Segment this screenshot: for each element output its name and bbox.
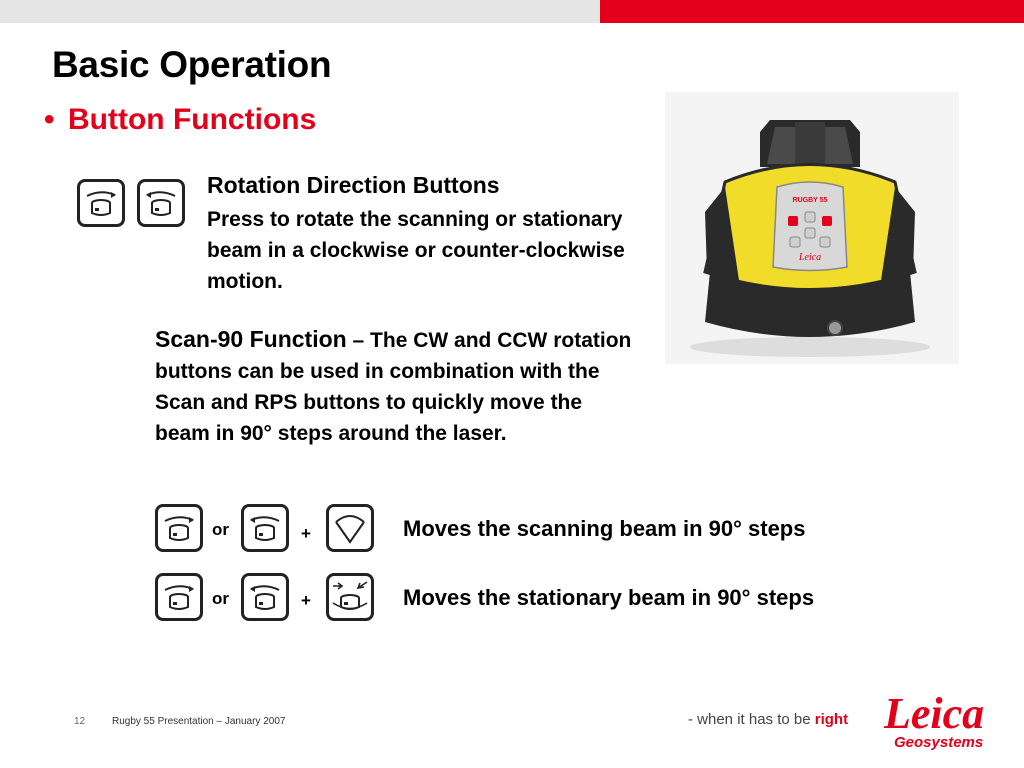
subtitle-text: Button Functions bbox=[68, 103, 317, 136]
rotate-ccw-icon bbox=[244, 576, 286, 618]
rugby55-laser-image bbox=[665, 92, 959, 364]
combo1-ccw-button bbox=[241, 504, 289, 552]
combo1-or: or bbox=[212, 520, 229, 539]
combo2-plus: + bbox=[301, 591, 311, 610]
section-subtitle bbox=[44, 103, 316, 137]
page-number: 12 bbox=[74, 716, 86, 727]
combo2-description: Moves the stationary beam in 90° steps bbox=[403, 585, 815, 610]
rotate-cw-icon bbox=[158, 576, 200, 618]
rps-icon bbox=[329, 576, 371, 618]
rotation-direction-body: Press to rotate the scanning or stationary beam in a clockwise or counter-clockwise motion. bbox=[207, 208, 625, 293]
top-bar-red bbox=[600, 0, 1024, 23]
combo2-or: or bbox=[212, 589, 229, 608]
scan90-heading: Scan-90 Function bbox=[155, 326, 347, 352]
rotate-ccw-button bbox=[137, 179, 185, 227]
top-bar-gray bbox=[0, 0, 600, 23]
laser-illustration bbox=[665, 92, 959, 364]
tagline-prefix: - when it has to be bbox=[688, 711, 815, 728]
combo2-cw-button bbox=[155, 573, 203, 621]
bullet: • bbox=[44, 103, 55, 136]
page-title: Basic Operation bbox=[52, 44, 332, 85]
logo-wordmark: Leica bbox=[884, 689, 985, 738]
rotate-ccw-icon bbox=[244, 507, 286, 549]
logo-subtitle: Geosystems bbox=[894, 734, 984, 751]
combo2-ccw-button bbox=[241, 573, 289, 621]
scan90-body: – The CW and CCW rotation buttons can be used in combination with the Scan and RPS buttons to quickly move the beam in 90° steps around the laser. bbox=[155, 329, 632, 445]
rotation-direction-heading: Rotation Direction Buttons bbox=[207, 172, 500, 198]
combo1-cw-button bbox=[155, 504, 203, 552]
tagline-highlight: right bbox=[814, 711, 849, 728]
rotate-cw-button bbox=[77, 179, 125, 227]
presentation-footer: Rugby 55 Presentation – January 2007 bbox=[112, 716, 286, 727]
scan90-paragraph bbox=[155, 324, 635, 449]
laser-brand-label: RUGBY 55 bbox=[792, 197, 828, 204]
combo1-plus: + bbox=[301, 524, 311, 543]
combo1-description: Moves the scanning beam in 90° steps bbox=[403, 516, 806, 541]
laser-logo-label: Leica bbox=[798, 252, 822, 263]
tagline bbox=[688, 711, 848, 728]
rotate-cw-icon bbox=[158, 507, 200, 549]
rotate-cw-icon bbox=[80, 182, 122, 224]
rotate-ccw-icon bbox=[140, 182, 182, 224]
combo2-rps-button bbox=[326, 573, 374, 621]
combo1-scan-button bbox=[326, 504, 374, 552]
scan-icon bbox=[329, 507, 371, 549]
